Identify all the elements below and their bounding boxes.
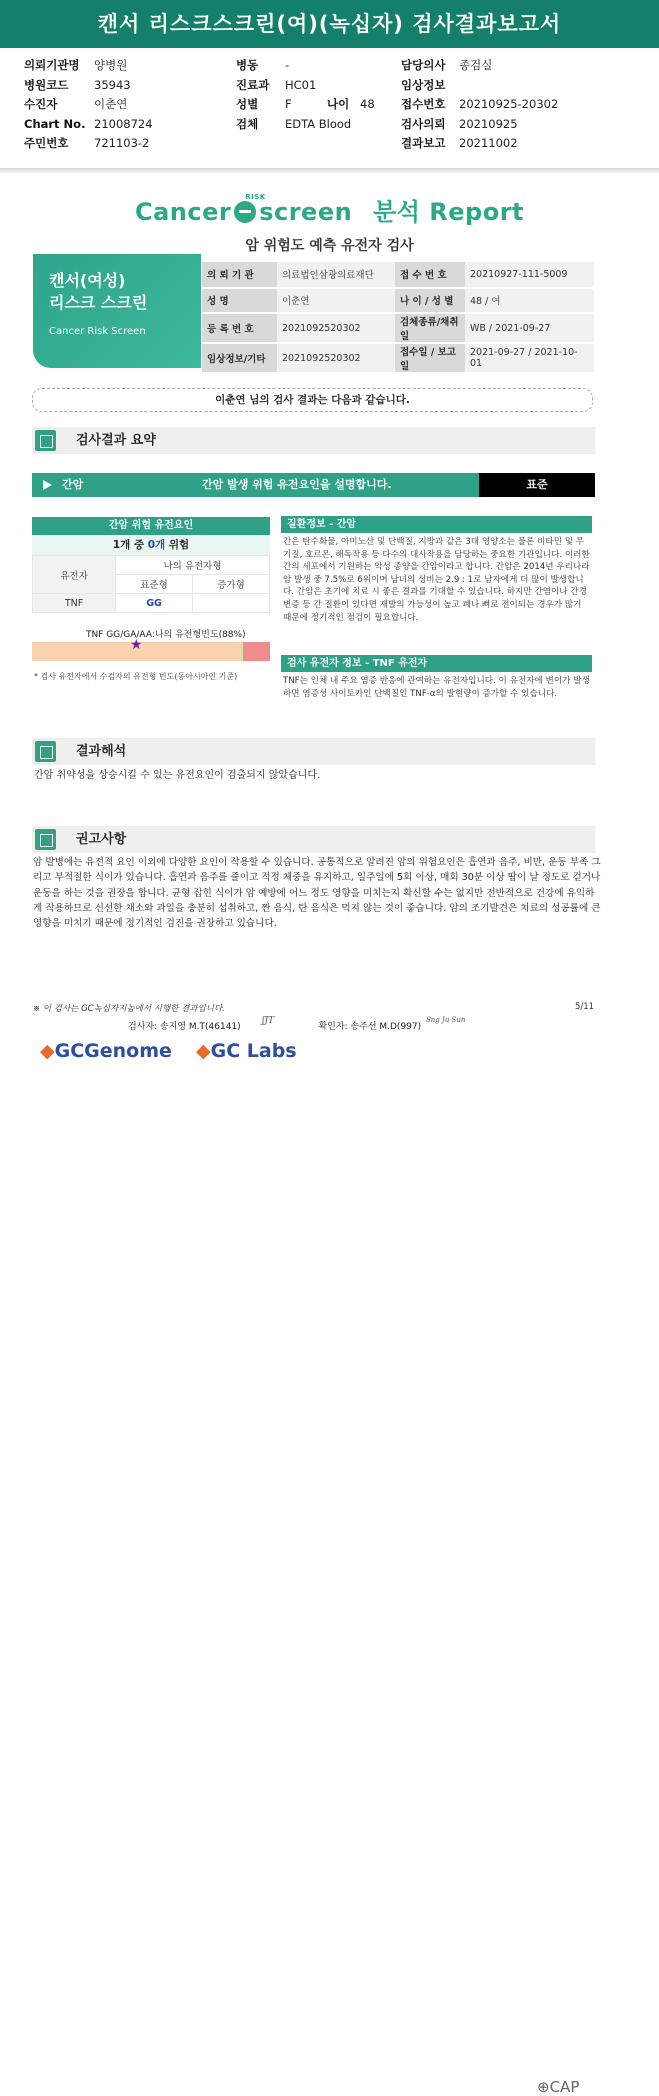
report-title: 캔서 리스크스크린(여)(녹십자) 검사결과보고서 [0, 0, 659, 48]
gclabs-logo: ◆GC Labs [196, 1040, 297, 1062]
gene-column-header: 유전자 [33, 556, 116, 594]
header-value: 35943 [94, 77, 131, 92]
play-icon [43, 480, 52, 490]
header-col-1 [24, 56, 153, 154]
info-value: 2021092520302 [277, 313, 395, 343]
info-value: 이춘연 [277, 288, 395, 314]
card-english: Cancer Risk Screen [49, 326, 146, 337]
gene-box-header: 간암 위험 유전요인 [32, 517, 270, 535]
section-interpretation [32, 738, 595, 765]
table-row [202, 262, 594, 288]
info-value: 2021-09-27 / 2021-10-01 [465, 343, 594, 373]
header-label: 수진자 [24, 97, 58, 111]
header-value: 20210925 [459, 116, 518, 131]
header-label: 접수번호 [401, 97, 446, 111]
tester-signature: ʃJT [262, 1016, 275, 1026]
risk-count [32, 535, 270, 555]
section-title: 결과해석 [76, 744, 127, 759]
info-value: 2021092520302 [277, 343, 395, 373]
table-row [202, 288, 594, 314]
cancer-name: 간암 [62, 478, 84, 491]
increased-value [193, 594, 270, 613]
gene-info-body: TNF는 인체 내 주요 염증 반응에 관여하는 유전자입니다. 이 유전자에 변이가 발생하면 염증성 사이토카인 단백질인 TNF-α의 발현량이 증가할 수 있습니다. [283, 676, 590, 699]
section-summary [32, 427, 595, 454]
report-logo [0, 192, 659, 255]
disease-info-body: 간은 탄수화물, 아미노산 및 단백질, 지방과 같은 3대 영양소는 물론 비타민 및 무기질, 호르몬, 해독작용 등 다수의 대사작용을 담당하는 중요한 기관입니다. 이러한 간의 세포에서 기원하는 악성 종양을 간암이라고 합니다. 간암은 2014년 우리나라 암 발생 중 7.5%로 6위이며 남녀의 성비는 2.9 : 1로 남자에게 더 많이 발생합니다. 간암은 초기에 치료 시 좋은 결과를 기대할 수 있습니다. 하지만 간염이나 간경변증 등 간 질환이 있다면 재발의 가능성이 높고 폐나 뼈로 전이되는 경우가 많기 때문에 정기적인 점검이 필요합니다. [283, 537, 590, 623]
header-value: HC01 [285, 77, 317, 92]
clipboard-icon [35, 741, 56, 762]
table-row [202, 343, 594, 373]
standard-header: 표준형 [116, 575, 193, 594]
logo-risk-text: RISK [245, 193, 266, 201]
summary-icon [35, 430, 56, 451]
confirmer-signature: Sng Ju Sun [426, 1016, 466, 1024]
gene-info-title: 검사 유전자 정보 - TNF 유전자 [281, 655, 592, 672]
genotype-table [32, 555, 270, 613]
confirmer: 확인자: 송주선 M.D(997) [318, 1022, 422, 1032]
info-key: 검체종류/채취일 [395, 313, 465, 343]
brand-2: GC Labs [210, 1040, 297, 1062]
logo-risk-icon [234, 193, 266, 223]
table-row [33, 594, 270, 613]
header-label: 성별 [236, 97, 259, 111]
header-label: Chart No. [24, 116, 86, 131]
header-value: 양병원 [94, 58, 128, 72]
header-label: 담당의사 [401, 58, 446, 72]
gene-risk-box [32, 517, 270, 613]
info-key: 성 명 [202, 288, 277, 314]
info-value: 의료법인삼광의료재단 [277, 262, 395, 288]
header-info [0, 50, 659, 166]
cancer-result-bar [32, 473, 595, 497]
gene-name: TNF [33, 594, 116, 613]
brand-strip [0, 1038, 659, 2096]
frequency-bar [32, 637, 270, 661]
header-label: 주민번호 [24, 136, 69, 150]
footer-note: ※ 이 검사는 GC녹십자지놈에서 시행한 결과입니다. [33, 1004, 225, 1014]
count-value: 0개 [147, 539, 166, 551]
cap-text: CAP [549, 2078, 580, 2096]
header-label: 임상정보 [401, 77, 446, 92]
disease-info-box [281, 516, 592, 700]
frequency-note: * 검사 유전자에서 수검자의 유전형 빈도(동아시아인 기준) [34, 672, 238, 681]
info-value: 20210927-111-5009 [465, 262, 594, 288]
tester: 검사자: 송지영 M.T(46141) [128, 1022, 241, 1032]
section-recommendation [32, 826, 595, 853]
header-label: 병동 [236, 58, 259, 72]
header-label: 검사의뢰 [401, 116, 446, 131]
genotype-value: GG [116, 594, 193, 613]
info-key: 나 이 / 성 별 [395, 288, 465, 314]
card-title-2: 리스크 스크린 [49, 293, 148, 312]
header-value: 21008724 [94, 116, 153, 131]
product-card [33, 254, 201, 368]
my-genotype-header: 나의 유전자형 [116, 556, 270, 575]
logo-wordmark [0, 192, 659, 227]
gcgenome-logo: ◆GCGenome [40, 1040, 172, 1062]
signature-line [128, 1019, 421, 1032]
section-title: 검사결과 요약 [76, 433, 156, 448]
page-divider [0, 168, 659, 174]
age-value: 48 [360, 97, 375, 111]
info-key: 접 수 번 호 [395, 262, 465, 288]
header-value: 이춘연 [94, 97, 128, 111]
age-label: 나이 [327, 97, 350, 111]
info-key: 등 록 번 호 [202, 313, 277, 343]
header-label: 진료과 [236, 77, 270, 92]
cap-logo: ⊕CAP [537, 2078, 580, 2096]
card-title-1: 캔서(여성) [49, 271, 126, 290]
header-value: 721103-2 [94, 136, 150, 150]
header-value: 20210925-20302 [459, 97, 559, 111]
person-icon [35, 829, 56, 850]
info-key: 의 뢰 기 관 [202, 262, 277, 288]
status-badge: 표준 [479, 473, 595, 497]
freq-segment-risk [243, 642, 270, 661]
recommendation-text: 암 발병에는 유전적 요인 이외에 다양한 요인이 작용할 수 있습니다. 공통적으로 알려진 암의 위험요인은 흡연과 음주, 비만, 운동 부족 그리고 부적절한 식이가 있습니다. 흡연과 음주를 줄이고 적정 체중을 유지하고, 일주일에 5회 이상, 매회 30분 이상 땀이 날 정도로 걷거나 운동을 하는 것을 권장을 합니다. 균형 잡힌 식이가 암 예방에 어느 정도 영향을 미치는지 확신할 수는 없지만 전반적으로 건강에 유익하게 작용하므로 신선한 채소와 과일을 충분히 섭취하고, 짠 음식, 탄 음식은 먹지 않는 것이 좋습니다. 암의 조기발견은 치료의 성공률에 큰 영향을 미치기 때문에 정기적인 검진을 권장하고 있습니다. [33, 857, 601, 930]
brand-1: GCGenome [54, 1040, 172, 1062]
logo-screen: screen [259, 198, 353, 226]
header-label: 의뢰기관명 [24, 58, 80, 72]
increased-header: 증가형 [193, 575, 270, 594]
frequency-label: TNF GG/GA/AA:나의 유전형빈도(88%) [86, 630, 246, 640]
star-marker-icon: ★ [130, 637, 143, 653]
header-value: - [285, 58, 290, 72]
result-notice: 이춘연 님의 검사 결과는 다음과 같습니다. [32, 388, 593, 412]
info-key: 임상정보/기타 [202, 343, 277, 373]
header-col-2 [236, 56, 375, 134]
header-col-3 [401, 56, 558, 154]
header-label: 결과보고 [401, 136, 446, 150]
logo-cancer: Cancer [134, 198, 232, 226]
page-number: 5/11 [575, 1002, 595, 1012]
info-value: WB / 2021-09-27 [465, 313, 594, 343]
info-key: 접수일 / 보고일 [395, 343, 465, 373]
logo-report: 분석 Report [373, 198, 525, 226]
disease-info-title: 질환정보 - 간암 [281, 516, 592, 533]
header-value: 종검실 [459, 58, 493, 72]
header-value: EDTA Blood [285, 116, 352, 131]
header-label: 검체 [236, 116, 259, 131]
table-row [33, 556, 270, 575]
header-value: 20211002 [459, 136, 518, 150]
count-prefix: 1개 중 [112, 539, 148, 551]
header-label: 병원코드 [24, 77, 69, 92]
cancer-description: 간암 발생 위험 유전요인을 설명합니다. [202, 478, 392, 491]
header-value: F [285, 97, 292, 111]
info-value: 48 / 여 [465, 288, 594, 314]
section-title: 권고사항 [76, 832, 127, 847]
table-row [202, 313, 594, 343]
patient-info-table [202, 262, 594, 374]
count-suffix: 위험 [165, 539, 190, 551]
interpretation-text: 간암 취약성을 상승시킬 수 있는 유전요인이 검출되지 않았습니다. [34, 770, 321, 781]
logo-subtitle: 암 위험도 예측 유전자 검사 [245, 238, 414, 254]
